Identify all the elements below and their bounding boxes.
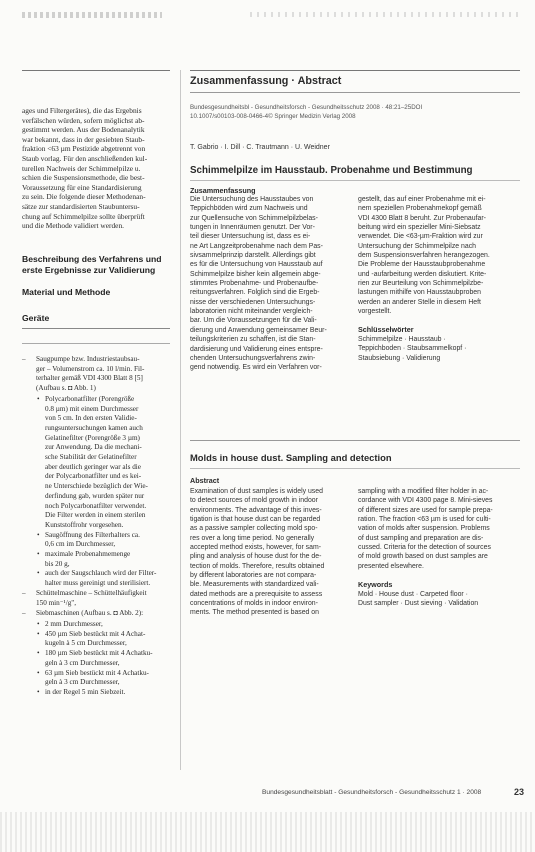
text-line: chenden Untersuchungsverfahrens zwin- — [190, 354, 316, 362]
sub-list-item — [36, 531, 172, 550]
bullet-icon: • — [37, 629, 40, 638]
text-line: werden an anderer Stelle in diesem Heft — [358, 298, 481, 306]
text-line: nisse der verschiedenen Untersuchungs- — [190, 298, 316, 306]
bullet-icon: • — [37, 569, 40, 578]
heading-method — [22, 254, 161, 275]
text-line: vorgestellt. — [358, 308, 392, 316]
text-line: presented elsewhere. — [358, 562, 424, 570]
intro-paragraph — [22, 106, 168, 231]
text-line: dardisierung und Validierung eines entspre- — [190, 345, 323, 353]
sub-list-item — [36, 620, 172, 630]
text-line: vation of molds after suspension. Problems — [358, 525, 490, 533]
text-line: 63 µm Sieb bestückt mit 4 Achatku- — [45, 668, 149, 677]
text-line: kugeln à 5 cm Durchmesser, — [45, 639, 127, 648]
text-line: Voraussetzung für eine Standardisierung — [22, 182, 142, 192]
text-line: turellen Nachweis der Schimmelpilze u. — [22, 163, 141, 173]
text-line: of dust sampling and preparation are dis- — [358, 534, 484, 542]
sub-list-item — [36, 630, 172, 649]
text-line: sampling with a modified filter holder in ac- — [358, 488, 489, 495]
text-line: gestellt, das auf einer Probenahme mit ei- — [358, 196, 486, 203]
text-line: terhalter gemäß VDI 4300 Blatt 8 [5] — [36, 374, 143, 383]
text-line: ne Art Langzeitprobenahme nach dem Pas- — [190, 242, 323, 250]
sub-list-item — [36, 395, 172, 531]
text-line: Schimmelpilze · Hausstaub · — [358, 336, 446, 343]
text-line: tungen in Innenräumen genutzt. Der Vor- — [190, 224, 315, 232]
text-line: 0,6 cm im Durchmesser, — [45, 540, 116, 549]
text-line: concentrations of molds in indoor environ- — [190, 600, 318, 608]
list-item — [22, 355, 172, 394]
keywords-heading: Keywords — [358, 580, 393, 589]
divider — [190, 440, 520, 441]
text-line: Saugpumpe bzw. Industriestaubsau- — [36, 355, 140, 363]
text-line: schien die Suspensionsmethode, die best- — [22, 173, 145, 183]
text-line: halter muss gereinigt und sterilisiert. — [45, 579, 151, 588]
text-line: laboratorien nicht miteinander vergleich- — [190, 308, 313, 316]
text-line: zu sein. Die folgende dieser Methodenan- — [22, 192, 146, 202]
text-line: 450 µm Sieb bestückt mit 4 Achat- — [45, 629, 146, 638]
text-line: 0.8 µm) mit einem Durchmesser — [45, 404, 139, 413]
sub-list-item — [36, 688, 172, 698]
text-line: Untersuchung der Schimmelpilze nach — [358, 242, 476, 250]
scan-artifact — [0, 812, 535, 852]
text-line: 2 mm Durchmesser, — [45, 619, 103, 628]
scan-artifact — [22, 12, 162, 18]
dash-bullet: – — [22, 609, 26, 618]
heading-line: erste Ergebnisse zur Validierung — [22, 264, 156, 275]
text-line: VDI 4300 Blatt 8 beruht. Zur Probenaufar- — [358, 214, 486, 222]
text-line: rungsuntersuchungen kamen auch — [45, 423, 143, 432]
text-line: environments. The advantage of this inves- — [190, 506, 322, 514]
text-line: gestimmt werden. Aus der Bodenanalytik — [22, 125, 145, 135]
top-rule-left — [22, 70, 170, 71]
text-line: teilungskriterien zu schaffen, ist die Stan- — [190, 336, 316, 344]
text-line: Gelatinefilter (Porengröße 3 µm) — [45, 433, 140, 442]
text-line: Siebmaschinen (Aufbau s. ◘ Abb. 2): — [36, 609, 144, 618]
text-line: bar. Um die Voraussetzungen für die Vali- — [190, 317, 317, 325]
text-line: pling and analysis of house dust for the de- — [190, 553, 322, 561]
page-number: 23 — [514, 787, 525, 797]
text-line: aber deutlich geringer war als die — [45, 462, 141, 471]
bullet-icon: • — [37, 530, 40, 539]
text-line: ments. The method presented is based on — [190, 609, 319, 617]
text-line: auch der Saugschlauch wird der Filter- — [45, 569, 157, 578]
bullet-icon: • — [37, 687, 40, 696]
text-line: lastungen mithilfe von Hausstaubproben — [358, 289, 481, 297]
text-line: Examination of dust samples is widely used — [190, 488, 323, 495]
text-line: es für die Untersuchung von Hausstaub auf — [190, 261, 323, 269]
text-line: und -aufarbeitung werden diskutiert. Krite- — [358, 270, 487, 278]
footer-journal: Bundesgesundheitsblatt - Gesundheitsforsch - Gesundheitsschutz 1 · 2008 — [262, 789, 482, 796]
text-line: gend notwendig. Es wird ein Verfahren vor- — [190, 364, 322, 372]
text-line: chung auf Schimmelpilze sollte überprüft — [22, 211, 145, 221]
bullet-icon: • — [37, 394, 40, 403]
zusammenfassung-heading: Zusammenfassung — [190, 186, 256, 195]
text-line: stimmtes Probenahme- und Probenaufbe- — [190, 280, 319, 288]
text-line: tigation is that house dust can be regarded — [190, 516, 321, 524]
divider — [190, 468, 520, 469]
text-line: Dust sampler · Dust sieving · Validation — [358, 600, 479, 608]
sub-list-item — [36, 669, 172, 688]
abstract-col2 — [358, 487, 493, 571]
text-line: derfindung gab, wurden später nur — [45, 491, 145, 500]
text-line: beitung wird ein spezieller Mini-Siebsatz — [358, 224, 481, 232]
bullet-icon: • — [37, 649, 40, 658]
text-line: Die Filter werden in einem sterilen — [45, 511, 146, 520]
citation-meta — [190, 104, 430, 121]
dash-bullet: – — [22, 588, 26, 597]
text-line: zur Anwendung. Da die mechani- — [45, 443, 142, 452]
sub-list-item — [36, 550, 172, 569]
zusammenfassung-col1 — [190, 195, 327, 373]
text-line: von 5 cm. In den ersten Validie- — [45, 414, 137, 423]
section-title: Zusammenfassung · Abstract — [190, 75, 342, 87]
article-title-en: Molds in house dust. Sampling and detection — [190, 452, 392, 463]
text-line: Bundesgesundheitsbl - Gesundheitsforsch - Gesundheitsschutz 2008 · 48:21–25 — [190, 104, 412, 111]
abstract-col1 — [190, 487, 324, 618]
text-line: bis 20 g, — [45, 559, 70, 568]
text-line: dem Suspensionsverfahren herangezogen. — [358, 252, 490, 260]
text-line: Staub vorlag. Für den anschließenden kul- — [22, 153, 148, 163]
dash-bullet: – — [22, 355, 26, 363]
text-line: Mold · House dust · Carpeted floor · — [358, 591, 468, 598]
text-line: ble. Measurements with standardized vali- — [190, 581, 319, 589]
abstract-heading: Abstract — [190, 476, 220, 485]
text-line: Schüttelmaschine – Schüttelhäufigkeit — [36, 588, 147, 597]
sub-list-item — [36, 569, 172, 588]
text-line: in der Regel 5 min Siebzeit. — [45, 687, 126, 696]
text-line: sche Stabilität der Gelatinefilter — [45, 453, 137, 462]
article-title-de: Schimmelpilze im Hausstaub. Probenahme und Bestimmung — [190, 165, 473, 176]
text-line: geln à 3 cm Durchmesser, — [45, 658, 120, 667]
text-line: (Aufbau s. ◘ Abb. 1) — [36, 384, 96, 393]
text-line: 180 µm Sieb bestückt mit 4 Achatku- — [45, 649, 153, 658]
text-line: as a passive sampler collecting mold spo- — [190, 525, 318, 533]
text-line: Schimmelpilze bisher kein allgemein abge- — [190, 270, 321, 278]
text-line: dierung und Anwendung gemeinsamer Beur- — [190, 326, 327, 334]
text-line: fraktion <63 µm Pestizide abgetrennt von — [22, 144, 146, 154]
text-line: Saugöffnung des Filterhalters ca. — [45, 530, 140, 539]
text-line: 150 min⁻¹/g", — [36, 598, 77, 607]
text-line: ration. The fraction <63 µm is used for culti- — [358, 516, 491, 524]
text-line: geln à 3 cm Durchmesser, — [45, 678, 120, 687]
text-line: dated methods are a prerequisite to assess — [190, 590, 323, 598]
text-line: reitungsverfahren. Folglich sind die Ergeb- — [190, 289, 320, 297]
text-line: ger – Volumenstrom ca. 10 l/min. Fil- — [36, 364, 145, 373]
zusammenfassung-col2 — [358, 195, 490, 316]
text-line: cordance with VDI 4300 page 8. Mini-sieves — [358, 497, 493, 505]
text-line: cussed. Criteria for the detection of sources — [358, 544, 491, 552]
text-line: ne Unterschiede bezüglich der Wie- — [45, 482, 148, 491]
schluesselwoerter-heading: Schlüsselwörter — [358, 325, 414, 334]
text-line: zur Quellensuche von Schimmelpilzbelas- — [190, 214, 318, 222]
text-line: Die Probleme der Hausstaubprobenahme — [358, 261, 486, 269]
text-line: Polycarbonatfilter (Porengröße — [45, 394, 135, 403]
section-rule — [190, 92, 520, 93]
authors: T. Gabrio · I. Dill · C. Trautmann · U. Weidner — [190, 144, 330, 151]
text-line: verwendet. Die <63-µm-Fraktion wird zur — [358, 233, 483, 241]
bullet-icon: • — [37, 550, 40, 559]
text-line: ages und Filtergerätes), die das Ergebnis — [22, 106, 142, 115]
text-line: noch Polycarbonatfilter verwendet. — [45, 501, 147, 510]
text-line: tection of molds. Therefore, results obtained — [190, 562, 325, 570]
heading-devices: Geräte — [22, 313, 50, 323]
text-line: nem speziellen Probenahmekopf gemäß — [358, 205, 482, 213]
heading-line: Beschreibung des Verfahrens und — [22, 254, 162, 264]
text-line: verfälschen würden, sofern möglichst ab- — [22, 115, 145, 125]
schluesselwoerter — [358, 335, 466, 363]
top-rule-right — [190, 70, 520, 71]
divider — [22, 343, 170, 344]
scan-artifact — [250, 12, 520, 17]
text-line: sätze zur standardisierten Staubuntersu- — [22, 201, 140, 211]
list-item — [22, 589, 172, 608]
text-line: of mold growth based on dust samples are — [358, 553, 488, 561]
text-line: to detect sources of mold growth in indoor — [190, 497, 318, 505]
text-line: und die Methode validiert werden. — [22, 221, 125, 231]
text-line: accepted method exists, however, for sam- — [190, 544, 321, 552]
device-list — [22, 355, 172, 698]
bullet-icon: • — [37, 668, 40, 677]
list-item — [22, 609, 172, 619]
text-line: res over a long time period. No generally — [190, 534, 315, 542]
text-line: Kunststoffrohr vorgesehen. — [45, 520, 124, 529]
text-line: maximale Probenahmemenge — [45, 550, 131, 559]
text-line: Staubsiebung · Validierung — [358, 354, 441, 362]
sub-list-item — [36, 649, 172, 668]
heading-material: Material und Methode — [22, 287, 111, 297]
text-line: by different laboratories are not compara- — [190, 572, 317, 580]
column-divider — [180, 70, 181, 770]
divider — [22, 328, 170, 329]
bullet-icon: • — [37, 619, 40, 628]
divider — [190, 180, 520, 181]
text-line: der Polycarbonatfilter und es kei- — [45, 472, 142, 481]
text-line: DOI 10.1007/s00103-008-0466-4 — [190, 104, 423, 120]
text-line: Teppichboden · Staubsammelkopf · — [358, 345, 467, 353]
text-line: of different sizes are used for sample prepa- — [358, 506, 493, 514]
text-line: rien zur Beurteilung von Schimmelpilzbe- — [358, 280, 484, 288]
text-line: Teppichböden wird zum Nachweis und — [190, 205, 308, 213]
text-line: © Springer Medizin Verlag 2008 — [268, 112, 356, 120]
text-line: war bekannt, dass in der gesiebten Staub- — [22, 134, 145, 144]
text-line: teil dieser Untersuchung ist, dass es ei- — [190, 233, 311, 241]
keywords — [358, 590, 478, 609]
text-line: Die Untersuchung des Hausstaubes von — [190, 196, 314, 203]
text-line: sivsammelprinzip darstellt. Allerdings gibt — [190, 252, 316, 260]
